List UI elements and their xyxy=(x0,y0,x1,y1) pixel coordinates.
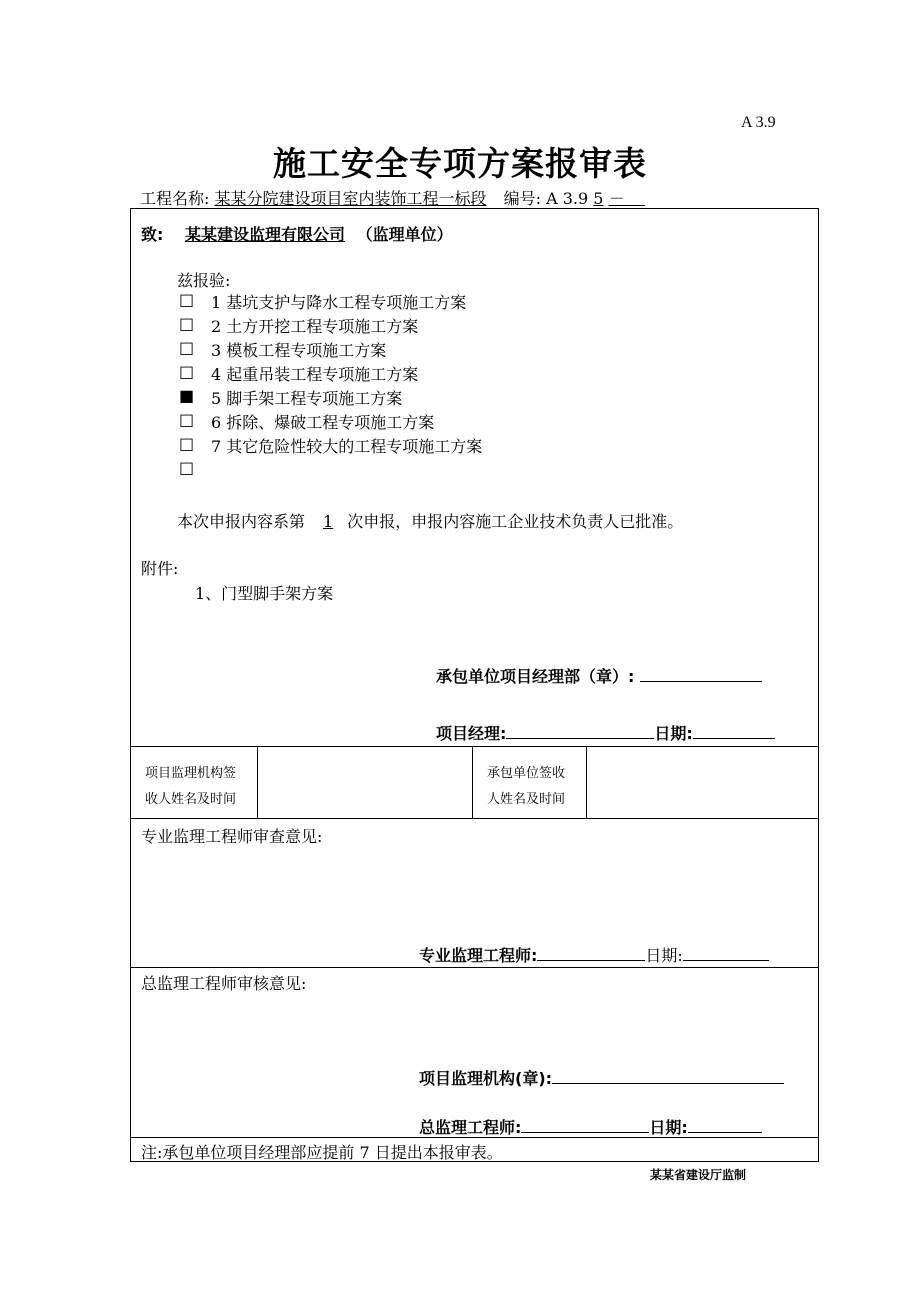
issuer-footer: 某某省建设厅监制 xyxy=(650,1168,747,1182)
submission-count: 1 xyxy=(323,512,334,531)
number-label: 编号: xyxy=(503,189,542,208)
checklist-item-label: 6 拆除、爆破工程专项施工方案 xyxy=(211,413,435,432)
project-manager-label: 项目经理: xyxy=(436,724,507,743)
checklist-item-label: 3 模板工程专项施工方案 xyxy=(211,341,387,360)
contractor-sign-label xyxy=(487,761,565,813)
divider xyxy=(472,746,473,818)
attachment-item: 1、门型脚手架方案 xyxy=(195,584,334,603)
chief-signer-line[interactable] xyxy=(521,1116,649,1133)
checkbox-unchecked[interactable]: □ xyxy=(179,458,195,477)
chief-sign-row xyxy=(419,1115,762,1138)
intro-text: 兹报验: xyxy=(177,271,231,290)
number-blank xyxy=(625,189,645,208)
form-code: A 3.9 xyxy=(741,114,776,131)
footnote: 注:承包单位项目经理部应提前 7 日提出本报审表。 xyxy=(141,1143,503,1162)
addressee-label: 致: xyxy=(141,225,164,244)
contractor-dept-label: 承包单位项目经理部（章）: xyxy=(436,667,635,686)
addressee-suffix: （监理单位） xyxy=(356,225,453,244)
divider xyxy=(131,1137,818,1138)
checklist-item-label: 5 脚手架工程专项施工方案 xyxy=(211,389,403,408)
number-value: 5 xyxy=(593,189,604,208)
checklist-item-label: 7 其它危险性较大的工程专项施工方案 xyxy=(211,437,483,456)
org-seal-row xyxy=(419,1066,784,1089)
contractor-seal-row xyxy=(436,664,762,687)
chief-signer-label: 总监理工程师: xyxy=(419,1118,522,1137)
specialist-sign-row xyxy=(419,943,769,966)
chief-date-line[interactable] xyxy=(688,1116,762,1133)
supervision-sign-label xyxy=(145,761,236,813)
project-manager-line[interactable] xyxy=(506,722,654,739)
contractor-sign-label-line2: 人姓名及时间 xyxy=(487,792,566,807)
specialist-date-label: 日期: xyxy=(645,946,683,965)
checkbox-unchecked[interactable]: □ xyxy=(179,314,195,333)
divider xyxy=(131,746,818,747)
divider xyxy=(131,818,818,819)
chief-opinion-label: 总监理工程师审核意见: xyxy=(141,974,307,993)
project-name-label: 工程名称: xyxy=(140,189,210,208)
project-info-row xyxy=(140,186,645,209)
submission-suffix: 次申报，申报内容施工企业技术负责人已批准。 xyxy=(347,512,684,531)
contractor-seal-line[interactable] xyxy=(640,665,762,682)
supervision-unit: 某某建设监理有限公司 xyxy=(184,225,345,244)
contractor-sign-label-line1: 承包单位签收 xyxy=(487,766,566,781)
divider xyxy=(131,967,818,968)
number-dash: － xyxy=(608,189,625,208)
checkbox-unchecked[interactable]: □ xyxy=(179,410,195,429)
specialist-signer-line[interactable] xyxy=(537,944,645,961)
supervision-sign-label-line2: 收人姓名及时间 xyxy=(145,792,237,807)
checkbox-unchecked[interactable]: □ xyxy=(179,434,195,453)
review-form xyxy=(130,208,819,1162)
checklist-item-label: 1 基坑支护与降水工程专项施工方案 xyxy=(211,293,467,312)
org-seal-label: 项目监理机构(章): xyxy=(419,1069,553,1088)
checkbox-unchecked[interactable]: □ xyxy=(179,362,195,381)
divider xyxy=(586,746,587,818)
submission-prefix: 本次申报内容系第 xyxy=(177,512,306,531)
project-name-value: 某某分院建设项目室内装饰工程一标段 xyxy=(214,189,487,208)
checklist-item-label: 2 土方开挖工程专项施工方案 xyxy=(211,317,419,336)
specialist-opinion-label: 专业监理工程师审查意见: xyxy=(141,827,323,846)
specialist-date-line[interactable] xyxy=(683,944,769,961)
manager-date-label: 日期: xyxy=(654,724,693,743)
submission-text xyxy=(177,509,683,532)
manager-row xyxy=(436,721,775,744)
supervision-sign-label-line1: 项目监理机构签 xyxy=(145,766,237,781)
specialist-signer-label: 专业监理工程师: xyxy=(419,946,538,965)
checkbox-unchecked[interactable]: □ xyxy=(179,338,195,357)
checkbox-checked[interactable]: ■ xyxy=(179,386,195,405)
org-seal-line[interactable] xyxy=(552,1067,784,1084)
divider xyxy=(257,746,258,818)
addressee-row xyxy=(141,222,453,245)
attachment-label: 附件: xyxy=(141,559,179,578)
chief-date-label: 日期: xyxy=(649,1118,688,1137)
number-prefix: A 3.9 xyxy=(546,189,589,208)
manager-date-line[interactable] xyxy=(693,722,775,739)
page-title: 施工安全专项方案报审表 xyxy=(273,144,647,183)
checkbox-unchecked[interactable]: □ xyxy=(179,290,195,309)
checklist-item-label: 4 起重吊装工程专项施工方案 xyxy=(211,365,419,384)
